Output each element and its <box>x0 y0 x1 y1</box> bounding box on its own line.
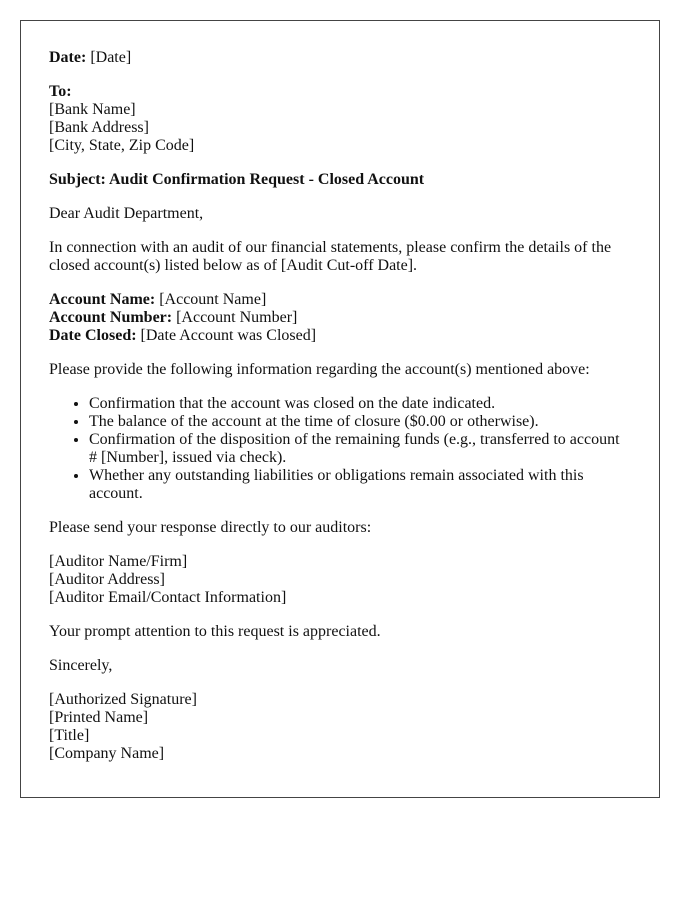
recipient-block <box>49 83 629 155</box>
account-number-label: Account Number: <box>49 309 173 326</box>
request-list <box>49 395 629 503</box>
auditor-address: [Auditor Address] <box>49 571 165 588</box>
date-label: Date: <box>49 49 87 66</box>
request-paragraph: Please provide the following information regarding the account(s) mentioned above: <box>49 361 590 378</box>
account-number-line <box>49 309 629 327</box>
intro-paragraph: In connection with an audit of our financial statements, please confirm the details of the closed account(s) listed below as of [Audit Cut-off Date]. <box>49 239 612 274</box>
account-name-value: [Account Name] <box>159 291 267 308</box>
signature-block <box>49 691 629 763</box>
salutation: Dear Audit Department, <box>49 205 204 222</box>
auditor-contact: [Auditor Email/Contact Information] <box>49 589 287 606</box>
date-line <box>49 49 629 67</box>
subject-line <box>49 171 629 189</box>
account-name-line <box>49 291 629 309</box>
signer-title: [Title] <box>49 727 90 744</box>
date-closed-label: Date Closed: <box>49 327 137 344</box>
send-paragraph: Please send your response directly to our auditors: <box>49 519 372 536</box>
list-item: • Confirmation that the account was closed on the date indicated. <box>89 395 629 413</box>
auditor-name: [Auditor Name/Firm] <box>49 553 188 570</box>
list-item: • The balance of the account at the time of closure ($0.00 or otherwise). <box>89 413 629 431</box>
bank-city: [City, State, Zip Code] <box>49 137 195 154</box>
account-number-value: [Account Number] <box>176 309 298 326</box>
date-closed-value: [Date Account was Closed] <box>140 327 317 344</box>
letter-content <box>49 49 629 779</box>
subject-text: Subject: Audit Confirmation Request - Closed Account <box>49 171 425 188</box>
letter-frame <box>20 20 660 798</box>
list-item: • Confirmation of the disposition of the remaining funds (e.g., transferred to account # [Number], issued via check). <box>89 431 629 467</box>
signoff: Sincerely, <box>49 657 113 674</box>
printed-name: [Printed Name] <box>49 709 149 726</box>
account-name-label: Account Name: <box>49 291 156 308</box>
list-item: • Whether any outstanding liabilities or obligations remain associated with this account. <box>89 467 629 503</box>
account-details <box>49 291 629 345</box>
authorized-signature: [Authorized Signature] <box>49 691 197 708</box>
bank-name: [Bank Name] <box>49 101 136 118</box>
company-name: [Company Name] <box>49 745 165 762</box>
auditor-block <box>49 553 629 607</box>
closing-note: Your prompt attention to this request is appreciated. <box>49 623 381 640</box>
bank-address: [Bank Address] <box>49 119 149 136</box>
to-label: To: <box>49 83 72 100</box>
date-closed-line <box>49 327 629 345</box>
date-value: [Date] <box>90 49 132 66</box>
